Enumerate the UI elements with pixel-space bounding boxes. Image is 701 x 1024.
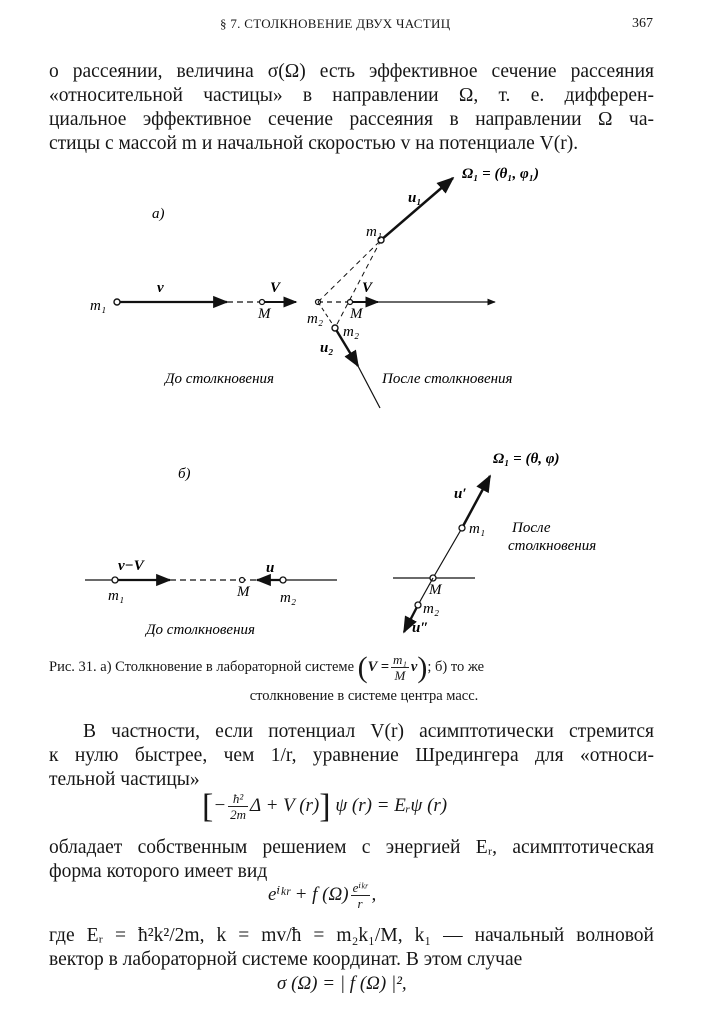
caption-formula-left: V = [367,658,389,675]
v-minus-V-label: v−V [118,558,144,574]
particle-m2-after [332,325,338,331]
body-paragraph-2 [49,836,654,884]
omega1-label: Ω₁ = (θ₁, φ₁) [462,166,539,182]
figure-31 [0,150,701,650]
V-after-label: V [362,280,373,296]
u1-label: u₁ [408,190,422,206]
running-head: § 7. СТОЛКНОВЕНИЕ ДВУХ ЧАСТИЦ [220,16,451,31]
text-line: к нулю быстрее, чем 1/r, уравнение Шредингера для «относи- [49,745,654,766]
eq1-frac-den: 2m [230,807,247,823]
omega1-label: Ω₁ = (θ, φ) [493,451,560,467]
trajectory-m1 [433,528,462,578]
m1-after-label: m₁ [366,224,383,240]
m1-label: m₁ [90,298,107,314]
figure-b [85,451,596,638]
eq2-lhs: eⁱᵏʳ + f (Ω) [268,883,349,905]
before-collision-label: До столкновения [146,622,255,638]
caption-line-2: столкновение в системе центра масс. [249,688,479,704]
eq2-frac-den: r [357,896,363,911]
equation-asymptotic [268,880,376,911]
particle-m1-after [459,525,465,531]
panel-b-label: б) [178,466,191,482]
caption-frac-den: M [394,668,406,683]
text-line: о рассеянии, величина σ(Ω) есть эффективное сечение рассеяния [49,61,654,82]
m2-after-label: m₂ [343,324,360,340]
eq2-end: , [371,883,377,905]
body-paragraph-1 [49,720,654,792]
u-label: u [266,560,275,576]
particle-m1 [112,577,118,583]
page-header [0,16,701,36]
after-collision-label: После столкновения [382,371,513,387]
m2-after-label: m₂ [423,601,440,617]
m1-label: m₁ [108,588,125,604]
eq1-rest: Δ + V (r) [250,795,320,816]
eq1-rhs: ψ (r) = Eᵣψ (r) [335,795,448,816]
caption-prefix: Рис. 31. а) Столкновение в лабораторной системе [49,658,355,675]
text-line: стицы с массой m и начальной скоростью v на потенциале V(r). [49,133,579,154]
text-line: тельной частицы» [49,769,200,790]
M-label: M [237,584,250,600]
text-line: «относительной частицы» в направлении Ω, т. е. дифферен- [49,85,654,106]
u2-label: u₂ [320,340,334,356]
after-collision-label-1: После [512,520,551,536]
text-line: форма которого имеет вид [49,861,268,882]
center-of-mass-M [260,300,265,305]
caption-paren-open: ( [357,650,368,684]
u-prime-label: u′ [454,486,467,502]
M-after-label: M [429,582,442,598]
equation-cross-section: σ (Ω) = | f (Ω) |², [277,973,407,994]
M-label: M [258,306,271,322]
trajectory-m2 [358,366,380,408]
center-of-mass-M [240,578,245,583]
text-line: вектор в лабораторной системе координат. В этом случае [49,949,523,970]
M-after-label: M [350,306,363,322]
m1-after-label: m₁ [469,521,486,537]
caption-suffix: ; б) то же [427,658,485,675]
caption-formula-right: v [410,658,418,675]
m2-label: m₂ [307,311,324,327]
equation-schrodinger: [− $\frac{\text{ħ²}}{2m}$ Δ + V (r)] ψ (r) = Eᵣψ (r) [202,788,448,825]
caption-paren-close: ) [417,650,428,684]
velocity-u1-arrow [381,178,453,240]
particle-m2 [280,577,286,583]
text-line: где Eᵣ = ħ²k²/2m, k = mv/ħ = m₂k₁/M, k₁ — начальный волновой [49,925,654,946]
caption-frac-num: m₁ [392,652,407,667]
v-label: v [157,280,164,296]
text-line: обладает собственным решением с энергией Eᵣ, асимптотическая [49,837,654,858]
m2-label: m₂ [280,590,297,606]
text-line: циальное эффективное сечение рассеяния в направлении Ω ча- [49,109,654,130]
u-double-prime-label: u″ [412,620,429,636]
particle-m2-after [415,602,421,608]
eq2-frac-num: eⁱᵏʳ [352,880,368,895]
body-paragraph-3 [49,924,654,972]
particle-m1 [114,299,120,305]
figure-caption [49,652,659,709]
figure-a [90,166,539,408]
intro-paragraph [49,60,654,156]
V-label: V [270,280,281,296]
after-collision-label-2: столкновения [508,538,597,554]
text-line: В частности, если потенциал V(r) асимптотически стремится [83,721,654,742]
page-number: 367 [632,16,653,31]
before-collision-label: До столкновения [165,371,274,387]
eq1-frac-num: ħ² [228,791,248,807]
panel-a-label: а) [152,206,165,222]
